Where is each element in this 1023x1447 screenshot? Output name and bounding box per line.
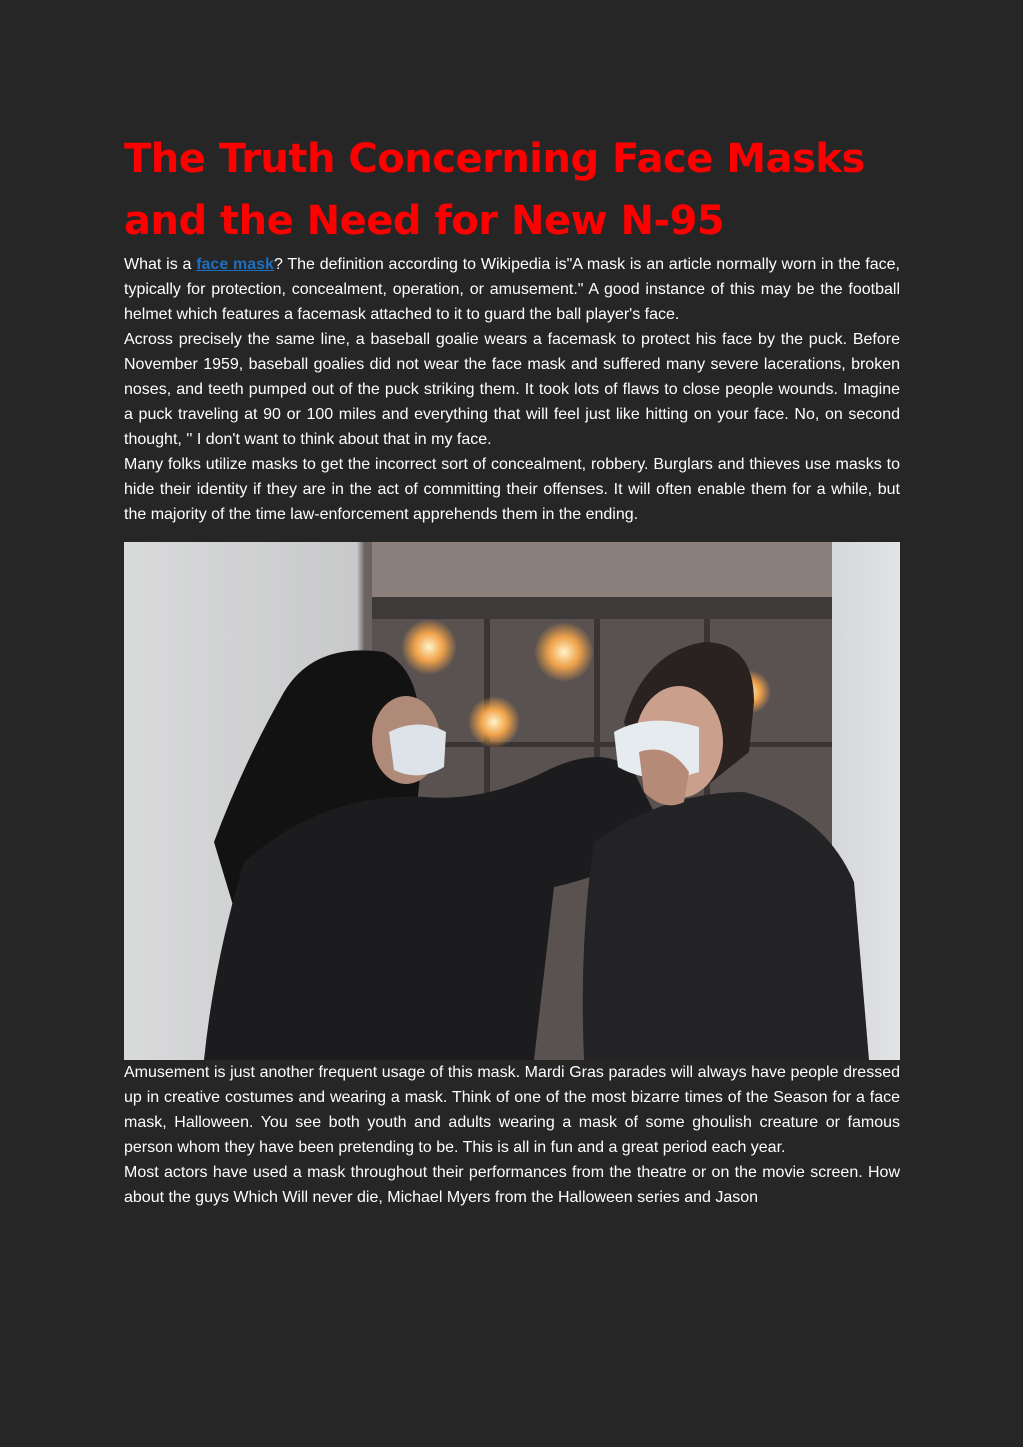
paragraph-intro-after: ? The definition according to Wikipedia is"A mask is an article normally worn in the face, typically for protection, concealment, operation, or amusement." A good instance of this may be the football helmet which features a facemask attached to it to guard the ball player's face.	[124, 256, 900, 323]
paragraph-goalie: Across precisely the same line, a baseball goalie wears a facemask to protect his face by the puck. Before November 1959, baseball goalies did not wear the face mask and suffered many severe lacerations, broken noses, and teeth pumped out of the puck striking them. It took lots of flaws to close people wounds. Imagine a puck traveling at 90 or 100 miles and everything that will feel just like hitting on your face. No, on second thought, '' I don't want to think about that in my face.	[124, 331, 900, 448]
article	[124, 128, 900, 1210]
paragraph-concealment: Many folks utilize masks to get the incorrect sort of concealment, robbery. Burglars and thieves use masks to hide their identity if they are in the act of committing their offenses. It will often enable them for a while, but the majority of the time law-enforcement apprehends them in the ending.	[124, 456, 900, 523]
face-mask-link[interactable]: face mask	[196, 256, 274, 273]
paragraph-intro	[124, 252, 900, 327]
paragraph-actors: Most actors have used a mask throughout their performances from the theatre or on the movie screen. How about the guys Which Will never die, Michael Myers from the Halloween series and Jason	[124, 1164, 900, 1206]
paragraph-amusement: Amusement is just another frequent usage of this mask. Mardi Gras parades will always have people dressed up in creative costumes and wearing a mask. Think of one of the most bizarre times of the Season for a face mask, Halloween. You see both youth and adults wearing a mask of some ghoulish creature or famous person whom they have been pretending to be. This is all in fun and a great period each year.	[124, 1064, 900, 1156]
paragraph-intro-before: What is a	[124, 256, 197, 273]
page-title: The Truth Concerning Face Masks and the Need for New N-95	[124, 136, 865, 244]
couple-wearing-face-masks-photo	[124, 542, 900, 1060]
